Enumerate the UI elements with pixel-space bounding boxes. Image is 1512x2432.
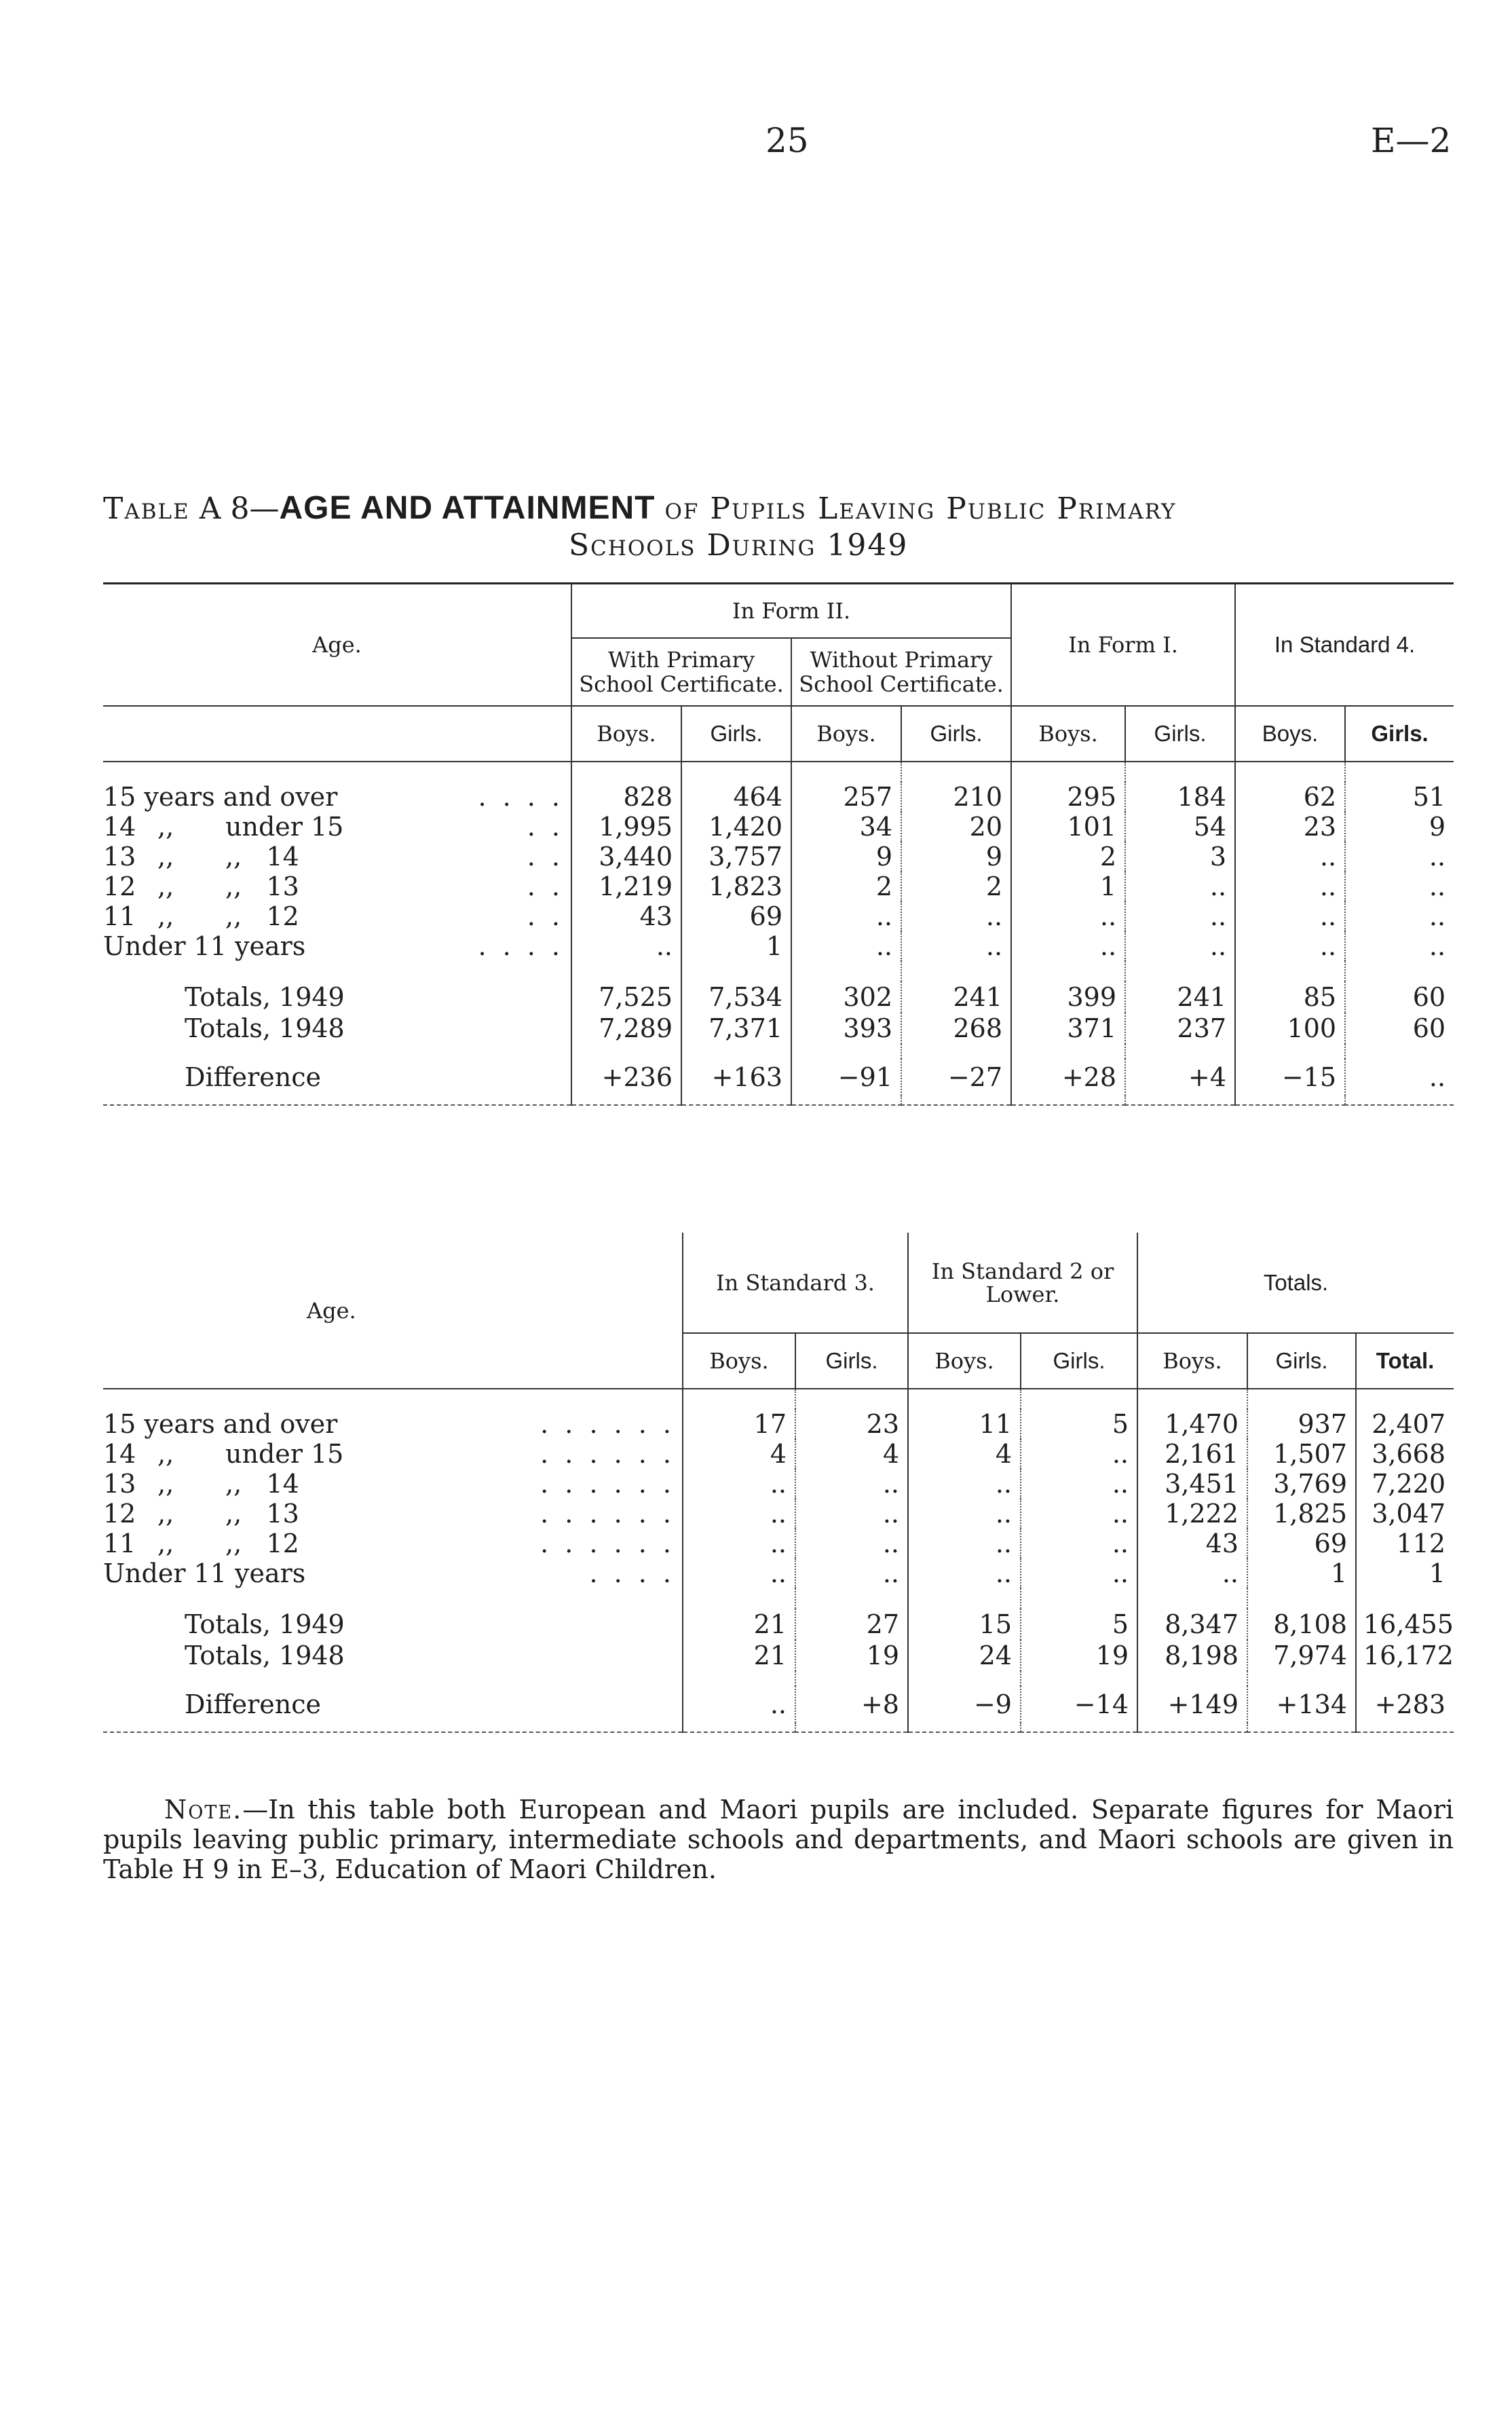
data-cell: 20 <box>901 812 1011 842</box>
age-label: Under 11 years . . . . <box>103 931 564 961</box>
data-cell: 1 <box>1247 1558 1356 1588</box>
page-reference: E—2 <box>1371 121 1452 160</box>
data-cell: .. <box>1235 901 1345 931</box>
age-ditto: ,, <box>157 811 174 842</box>
totals-cell: 241 <box>1125 981 1235 1013</box>
age-ditto: ,, <box>157 901 174 931</box>
table-row <box>103 782 1454 812</box>
totals-row <box>103 1609 1454 1640</box>
totals-cell: 7,525 <box>571 981 681 1013</box>
totals-cell: 5 <box>1021 1609 1137 1640</box>
age-ditto: ,, <box>157 1439 174 1469</box>
data-cell: 2,161 <box>1137 1439 1247 1469</box>
table-row <box>103 901 1454 931</box>
age-part-1: 15 years and over <box>103 781 338 812</box>
age-ditto: ,, <box>157 1529 174 1558</box>
age-label: 13 ,, ,, 14 . . <box>103 841 564 872</box>
data-cell: 69 <box>1247 1529 1356 1558</box>
age-part-1: Under 11 years <box>103 1558 306 1588</box>
data-cell: 2 <box>791 872 901 901</box>
data-cell: .. <box>683 1499 795 1529</box>
totals-cell: 371 <box>1011 1013 1125 1044</box>
data-cell: 101 <box>1011 812 1125 842</box>
data-cell: 1,995 <box>571 812 681 842</box>
age-part-3: ,, 13 <box>225 1499 299 1529</box>
difference-cell: .. <box>683 1686 795 1723</box>
age-label: 14 ,, under 15 . . . . . . <box>103 1439 675 1469</box>
totals-row <box>103 1640 1454 1671</box>
data-cell: .. <box>1345 872 1454 901</box>
data-cell: .. <box>791 901 901 931</box>
data-cell: 3,769 <box>1247 1469 1356 1499</box>
data-cell: 1,420 <box>681 812 791 842</box>
totals-cell: 399 <box>1011 981 1125 1013</box>
age-label: 12 ,, ,, 13 . . <box>103 871 564 901</box>
totals-label: Totals, 1948 <box>185 1013 345 1043</box>
data-cell: 3,451 <box>1137 1469 1247 1499</box>
t1-h-girls: Girls. <box>681 706 791 762</box>
title-bold: AGE AND ATTAINMENT <box>279 490 656 526</box>
data-cell: 828 <box>571 782 681 812</box>
totals-cell: 100 <box>1235 1013 1345 1044</box>
data-cell: 4 <box>795 1439 908 1469</box>
totals-cell: 60 <box>1345 1013 1454 1044</box>
data-cell: .. <box>1137 1558 1247 1588</box>
title-rest-1: of Pupils Leaving Public Primary <box>664 491 1177 526</box>
totals-cell: 8,198 <box>1137 1640 1247 1671</box>
data-cell: 11 <box>908 1409 1021 1439</box>
data-cell: 7,220 <box>1356 1469 1454 1499</box>
totals-cell: 24 <box>908 1640 1021 1671</box>
totals-label: Totals, 1949 <box>185 1609 345 1639</box>
data-cell: .. <box>1235 872 1345 901</box>
difference-cell: +163 <box>681 1059 791 1096</box>
totals-cell: 60 <box>1345 981 1454 1013</box>
data-cell: 54 <box>1125 812 1235 842</box>
t1-h-boys: Boys. <box>1011 706 1125 762</box>
data-cell: .. <box>795 1469 908 1499</box>
data-cell: 9 <box>901 842 1011 872</box>
totals-label: Totals, 1948 <box>185 1641 345 1670</box>
age-label: 11 ,, ,, 12 . . . . . . <box>103 1529 675 1558</box>
t1-form1-header: In Form I. <box>1011 584 1235 706</box>
data-cell: 3,757 <box>681 842 791 872</box>
age-label: 12 ,, ,, 13 . . . . . . <box>103 1499 675 1529</box>
difference-label: Difference <box>185 1062 322 1092</box>
difference-cell: +8 <box>795 1686 908 1723</box>
difference-cell: −9 <box>908 1686 1021 1723</box>
table-row <box>103 812 1454 842</box>
data-cell: .. <box>791 931 901 961</box>
age-label: 13 ,, ,, 14 . . . . . . <box>103 1469 675 1499</box>
title-rest-2: Schools During 1949 <box>569 528 909 563</box>
t1-h-girls: Girls. <box>1345 706 1454 762</box>
t1-form2-header: In Form II. <box>571 584 1011 638</box>
data-cell: .. <box>683 1469 795 1499</box>
difference-cell: +28 <box>1011 1059 1125 1096</box>
t2-h-boys: Boys. <box>683 1333 795 1389</box>
totals-cell: 16,455 <box>1356 1609 1454 1640</box>
t2-age-header: Age. <box>307 1297 356 1324</box>
totals-cell: 85 <box>1235 981 1345 1013</box>
data-cell: 3,440 <box>571 842 681 872</box>
totals-label: Totals, 1949 <box>185 981 345 1012</box>
difference-cell: +4 <box>1125 1059 1235 1096</box>
age-ditto: ,, <box>157 871 174 901</box>
data-cell: .. <box>683 1529 795 1558</box>
data-cell: 1,825 <box>1247 1499 1356 1529</box>
age-part-1: 12 <box>103 871 136 901</box>
t1-h-boys: Boys. <box>791 706 901 762</box>
age-part-1: 15 years and over <box>103 1409 338 1439</box>
totals-row <box>103 1013 1454 1044</box>
data-cell: .. <box>908 1529 1021 1558</box>
table-row <box>103 1558 1454 1588</box>
difference-cell: −27 <box>901 1059 1011 1096</box>
age-part-1: 11 <box>103 901 136 931</box>
data-cell: 1,219 <box>571 872 681 901</box>
t2-totals-header: Totals. <box>1137 1233 1454 1333</box>
age-part-1: 14 <box>103 1439 136 1469</box>
table-row <box>103 1529 1454 1558</box>
t1-without-cert-header: Without Primary School Certificate. <box>791 638 1011 706</box>
totals-row <box>103 981 1454 1013</box>
totals-cell: 7,534 <box>681 981 791 1013</box>
totals-cell: 8,347 <box>1137 1609 1247 1640</box>
difference-row <box>103 1686 1454 1723</box>
page-number: 25 <box>766 121 809 160</box>
data-cell: .. <box>1021 1529 1137 1558</box>
age-part-3: ,, 12 <box>225 901 299 931</box>
data-cell: .. <box>908 1499 1021 1529</box>
age-part-3: ,, 14 <box>225 841 299 872</box>
totals-cell: 21 <box>683 1640 795 1671</box>
age-part-3: ,, 14 <box>225 1469 299 1499</box>
data-cell: .. <box>1011 901 1125 931</box>
table-row <box>103 1439 1454 1469</box>
age-part-1: 13 <box>103 841 136 872</box>
data-cell: 1,507 <box>1247 1439 1356 1469</box>
data-cell: 34 <box>791 812 901 842</box>
totals-cell: 7,974 <box>1247 1640 1356 1671</box>
title-table-id: A 8— <box>199 491 280 526</box>
age-part-1: 11 <box>103 1529 136 1558</box>
data-cell: 51 <box>1345 782 1454 812</box>
data-cell: .. <box>1011 931 1125 961</box>
totals-cell: 7,289 <box>571 1013 681 1044</box>
t2-h-girls: Girls. <box>795 1333 908 1389</box>
totals-cell: 393 <box>791 1013 901 1044</box>
data-cell: .. <box>1021 1469 1137 1499</box>
table-row <box>103 1409 1454 1439</box>
data-cell: .. <box>795 1558 908 1588</box>
data-cell: 4 <box>683 1439 795 1469</box>
difference-cell: +134 <box>1247 1686 1356 1723</box>
totals-cell: 19 <box>1021 1640 1137 1671</box>
data-cell: 5 <box>1021 1409 1137 1439</box>
totals-cell: 21 <box>683 1609 795 1640</box>
t1-with-cert-header: With Primary School Certificate. <box>571 638 791 706</box>
data-cell: 17 <box>683 1409 795 1439</box>
age-part-3: under 15 <box>225 1439 344 1469</box>
t1-h-boys: Boys. <box>1235 706 1345 762</box>
age-part-1: 14 <box>103 811 136 842</box>
data-cell: .. <box>1345 842 1454 872</box>
t2-h-total: Total. <box>1356 1333 1454 1389</box>
data-cell: 23 <box>795 1409 908 1439</box>
t1-h-boys: Boys. <box>571 706 681 762</box>
table-row <box>103 931 1454 961</box>
data-cell: 3,047 <box>1356 1499 1454 1529</box>
age-label: Under 11 years . . . . <box>103 1558 675 1588</box>
age-label: 14 ,, under 15 . . <box>103 811 564 842</box>
data-cell: 9 <box>1345 812 1454 842</box>
difference-cell: .. <box>1345 1059 1454 1096</box>
data-cell: 69 <box>681 901 791 931</box>
totals-cell: 268 <box>901 1013 1011 1044</box>
table-form-levels <box>103 582 1454 1106</box>
note-label: Note. <box>164 1795 243 1825</box>
data-cell: .. <box>1021 1499 1137 1529</box>
data-cell: .. <box>908 1558 1021 1588</box>
age-part-3: under 15 <box>225 811 344 842</box>
table-row <box>103 1469 1454 1499</box>
table-title <box>103 490 1454 564</box>
data-cell: 23 <box>1235 812 1345 842</box>
data-cell: .. <box>1021 1558 1137 1588</box>
difference-label: Difference <box>185 1689 322 1719</box>
data-cell: 464 <box>681 782 791 812</box>
data-cell: 9 <box>791 842 901 872</box>
age-part-3: ,, 13 <box>225 871 299 901</box>
data-cell: 1 <box>1011 872 1125 901</box>
table-row <box>103 872 1454 901</box>
data-cell: 937 <box>1247 1409 1356 1439</box>
data-cell: .. <box>1345 901 1454 931</box>
title-prefix: Table <box>103 491 190 526</box>
data-cell: 2 <box>901 872 1011 901</box>
totals-cell: 8,108 <box>1247 1609 1356 1640</box>
difference-cell: −14 <box>1021 1686 1137 1723</box>
data-cell: 1 <box>1356 1558 1454 1588</box>
data-cell: 2,407 <box>1356 1409 1454 1439</box>
data-cell: .. <box>1125 931 1235 961</box>
data-cell: 1,823 <box>681 872 791 901</box>
totals-cell: 27 <box>795 1609 908 1640</box>
t1-blank <box>103 706 571 762</box>
data-cell: .. <box>1125 901 1235 931</box>
data-cell: 62 <box>1235 782 1345 812</box>
data-cell: .. <box>683 1558 795 1588</box>
data-cell: .. <box>1235 842 1345 872</box>
data-cell: .. <box>795 1529 908 1558</box>
age-ditto: ,, <box>157 1469 174 1499</box>
data-cell: 43 <box>571 901 681 931</box>
data-cell: 43 <box>1137 1529 1247 1558</box>
data-cell: .. <box>795 1499 908 1529</box>
data-cell: 210 <box>901 782 1011 812</box>
difference-cell: −15 <box>1235 1059 1345 1096</box>
age-part-1: 13 <box>103 1469 136 1499</box>
difference-cell: +236 <box>571 1059 681 1096</box>
difference-cell: +283 <box>1356 1686 1454 1723</box>
note-text: —In this table both European and Maori pupils are included. Separate figures for Maori pupils leaving public primary, intermediate schools and departments, and Maori schools are given in Table H 9 in E–3, Education of Maori Children. <box>103 1795 1454 1884</box>
age-ditto: ,, <box>157 841 174 872</box>
data-cell: 2 <box>1011 842 1125 872</box>
t2-h-boys: Boys. <box>1137 1333 1247 1389</box>
age-label: 15 years and over . . . . <box>103 781 564 812</box>
totals-cell: 302 <box>791 981 901 1013</box>
difference-cell: −91 <box>791 1059 901 1096</box>
age-ditto: ,, <box>157 1499 174 1529</box>
age-part-3: ,, 12 <box>225 1529 299 1558</box>
data-cell: 1,222 <box>1137 1499 1247 1529</box>
data-cell: .. <box>1235 931 1345 961</box>
totals-cell: 237 <box>1125 1013 1235 1044</box>
data-cell: 112 <box>1356 1529 1454 1558</box>
t2-std2-header: In Standard 2 or Lower. <box>908 1233 1137 1333</box>
t1-std4-header: In Standard 4. <box>1235 584 1454 706</box>
data-cell: 257 <box>791 782 901 812</box>
t1-h-girls: Girls. <box>901 706 1011 762</box>
table-row <box>103 1499 1454 1529</box>
age-label: 15 years and over . . . . . . <box>103 1409 675 1439</box>
table-note <box>103 1795 1454 1884</box>
totals-cell: 7,371 <box>681 1013 791 1044</box>
data-cell: 295 <box>1011 782 1125 812</box>
age-part-1: Under 11 years <box>103 931 306 961</box>
data-cell: .. <box>908 1469 1021 1499</box>
age-part-1: 12 <box>103 1499 136 1529</box>
data-cell: .. <box>901 931 1011 961</box>
data-cell: .. <box>901 901 1011 931</box>
data-cell: .. <box>1125 872 1235 901</box>
totals-cell: 241 <box>901 981 1011 1013</box>
totals-cell: 15 <box>908 1609 1021 1640</box>
difference-row <box>103 1059 1454 1096</box>
totals-cell: 19 <box>795 1640 908 1671</box>
difference-cell: +149 <box>1137 1686 1247 1723</box>
age-label: 11 ,, ,, 12 . . <box>103 901 564 931</box>
t2-h-boys: Boys. <box>908 1333 1021 1389</box>
data-cell: .. <box>1021 1439 1137 1469</box>
t1-age-header: Age. <box>103 584 571 706</box>
data-cell: .. <box>1345 931 1454 961</box>
data-cell: 4 <box>908 1439 1021 1469</box>
data-cell: 184 <box>1125 782 1235 812</box>
data-cell: 3,668 <box>1356 1439 1454 1469</box>
t2-h-girls: Girls. <box>1021 1333 1137 1389</box>
table-row <box>103 842 1454 872</box>
t2-std3-header: In Standard 3. <box>683 1233 908 1333</box>
t2-h-girls: Girls. <box>1247 1333 1356 1389</box>
data-cell: 1,470 <box>1137 1409 1247 1439</box>
t1-h-girls: Girls. <box>1125 706 1235 762</box>
data-cell: 1 <box>681 931 791 961</box>
data-cell: 3 <box>1125 842 1235 872</box>
totals-cell: 16,172 <box>1356 1640 1454 1671</box>
data-cell: .. <box>571 931 681 961</box>
table-standard-levels <box>103 1233 1454 1733</box>
